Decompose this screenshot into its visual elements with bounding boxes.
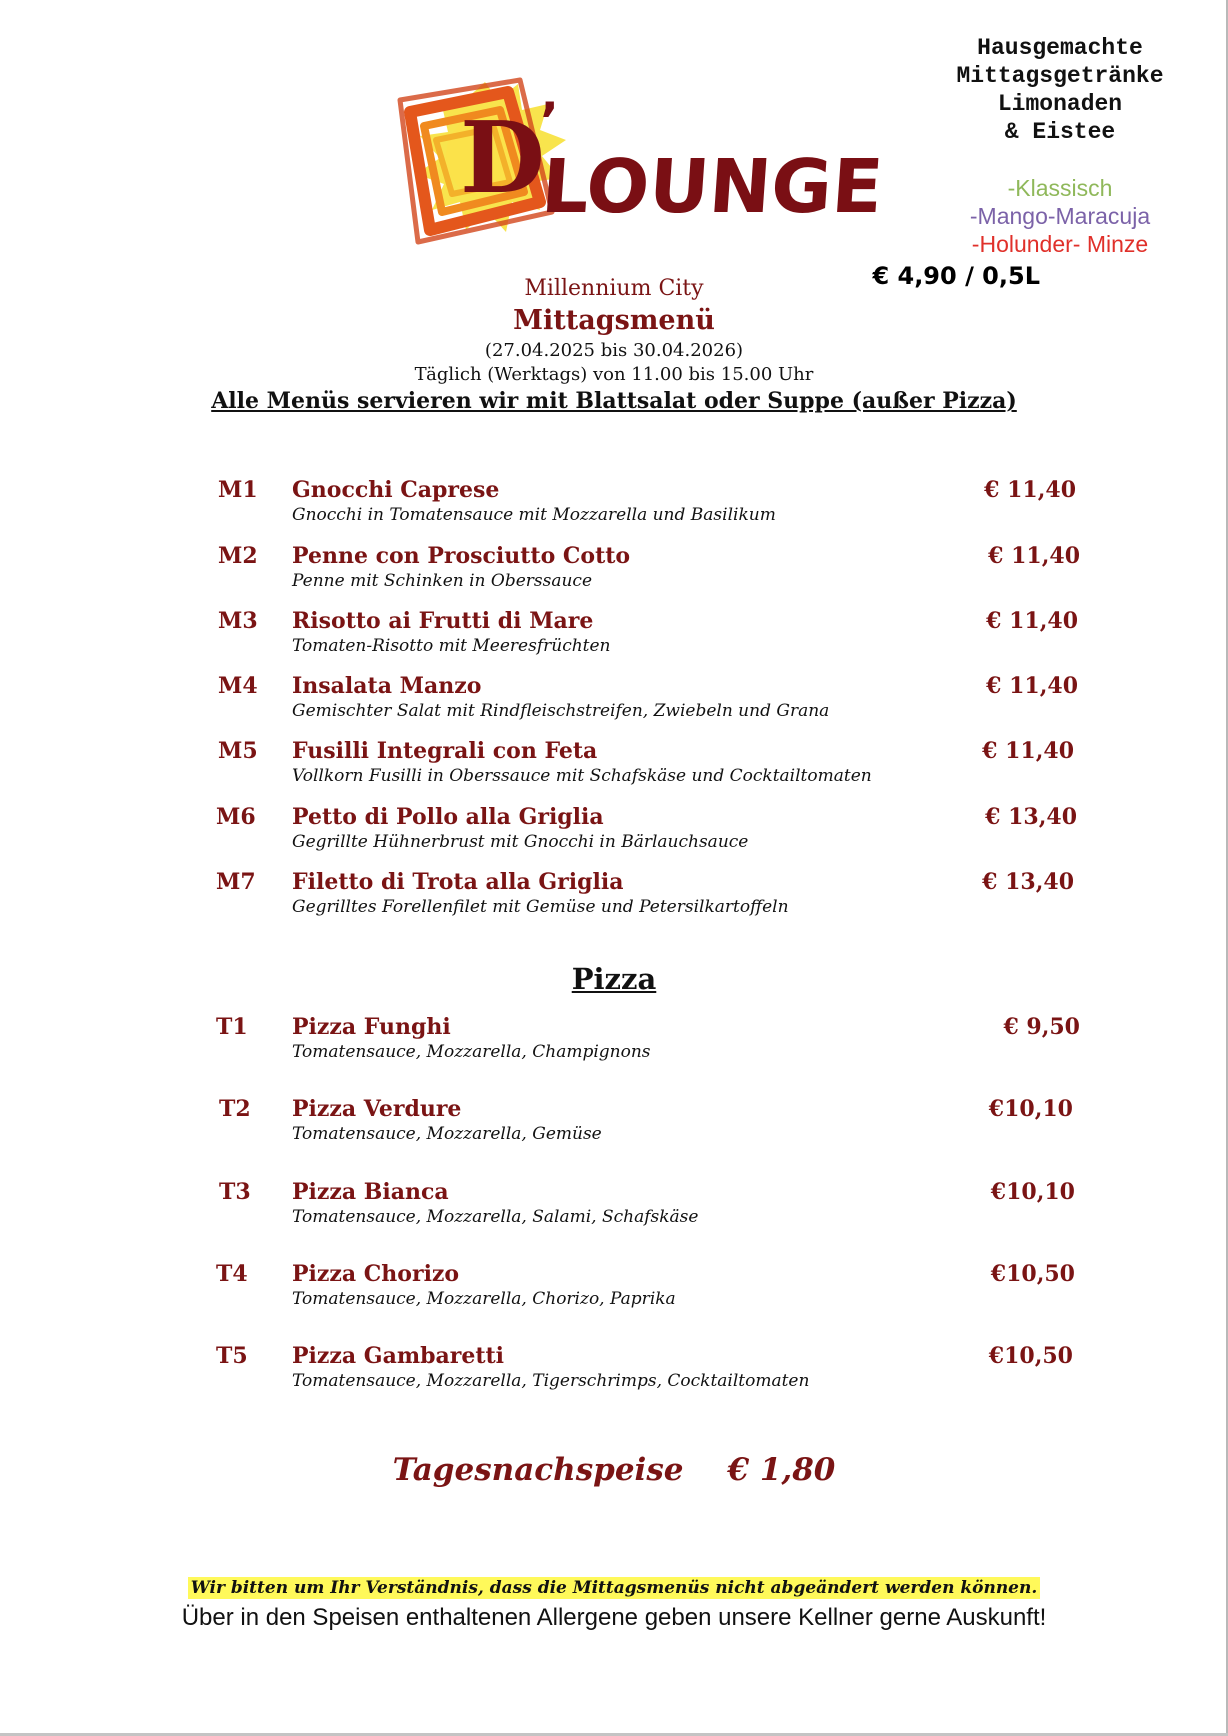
item-name: Fusilli Integrali con Feta	[292, 738, 598, 764]
item-name: Petto di Pollo alla Griglia	[292, 804, 604, 830]
pizza-item	[0, 1260, 1228, 1320]
item-name: Risotto ai Frutti di Mare	[292, 608, 594, 634]
menu-item	[0, 542, 1228, 602]
item-price: € 11,40	[986, 673, 1078, 699]
svg-text:D: D	[460, 101, 545, 216]
menu-item	[0, 476, 1228, 536]
dessert-label: Tagesnachspeise	[392, 1452, 684, 1488]
item-price: € 11,40	[986, 608, 1078, 634]
drinks-line: Limonaden	[997, 91, 1123, 117]
item-price: € 13,40	[982, 869, 1074, 895]
item-code: M3	[218, 608, 258, 634]
item-code: M7	[216, 869, 256, 895]
item-desc: Tomaten-Risotto mit Meeresfrüchten	[292, 636, 611, 656]
item-price: € 11,40	[984, 477, 1076, 503]
item-code: T4	[216, 1261, 248, 1287]
location: Millennium City	[524, 276, 704, 301]
dlounge-logo	[390, 70, 886, 270]
dessert-line	[0, 1452, 1228, 1488]
drinks-line: & Eistee	[1004, 119, 1116, 145]
drinks-box	[872, 34, 1190, 290]
item-price: € 11,40	[988, 543, 1080, 569]
drinks-line: Hausgemachte	[977, 35, 1143, 61]
pizza-item	[0, 1013, 1228, 1073]
flavor-elder-mint: -Holunder- Minze	[971, 231, 1149, 257]
menu-item	[0, 803, 1228, 863]
item-desc: Tomatensauce, Mozzarella, Gemüse	[292, 1124, 602, 1144]
pizza-item	[0, 1095, 1228, 1155]
pizza-item	[0, 1178, 1228, 1238]
item-code: T2	[219, 1096, 251, 1122]
drinks-price: € 4,90 / 0,5L	[872, 262, 1040, 290]
svg-text:LOUNGE: LOUNGE	[538, 144, 886, 230]
item-price: €10,10	[990, 1179, 1075, 1205]
item-desc: Gegrillte Hühnerbrust mit Gnocchi in Bärlauchsauce	[292, 832, 749, 852]
item-desc: Penne mit Schinken in Oberssauce	[292, 571, 593, 591]
dessert-price: € 1,80	[727, 1452, 836, 1488]
drinks-line: Mittagsgetränke	[956, 63, 1164, 89]
item-desc: Tomatensauce, Mozzarella, Champignons	[292, 1042, 651, 1062]
svg-text:’: ’	[540, 92, 559, 150]
menu-item	[0, 737, 1228, 797]
item-code: T1	[216, 1014, 248, 1040]
item-desc: Gemischter Salat mit Rindfleischstreifen, Zwiebeln und Grana	[292, 701, 830, 721]
item-code: M5	[218, 738, 258, 764]
flavor-classic: -Klassisch	[1007, 175, 1113, 201]
item-price: € 11,40	[982, 738, 1074, 764]
item-name: Pizza Verdure	[292, 1096, 462, 1122]
menu-item	[0, 868, 1228, 928]
item-name: Pizza Funghi	[292, 1014, 451, 1040]
item-name: Pizza Gambaretti	[292, 1343, 505, 1369]
menu-item	[0, 672, 1228, 732]
item-code: M2	[218, 543, 258, 569]
item-desc: Tomatensauce, Mozzarella, Salami, Schafskäse	[292, 1207, 699, 1227]
page-title: Mittagsmenü	[513, 305, 715, 336]
item-code: T5	[216, 1343, 248, 1369]
item-desc: Tomatensauce, Mozzarella, Tigerschrimps, Cocktailtomaten	[292, 1371, 810, 1391]
item-code: T3	[219, 1179, 251, 1205]
pizza-item	[0, 1342, 1228, 1402]
item-price: €10,50	[990, 1261, 1075, 1287]
item-code: M4	[218, 673, 258, 699]
item-desc: Gegrilltes Forellenfilet mit Gemüse und Petersilkartoffeln	[292, 897, 789, 917]
allergen-note: Über in den Speisen enthaltenen Allergene geben unsere Kellner gerne Auskunft!	[181, 1604, 1047, 1631]
item-name: Pizza Chorizo	[292, 1261, 460, 1287]
item-code: M1	[218, 477, 258, 503]
item-name: Insalata Manzo	[292, 673, 482, 699]
item-price: € 9,50	[1003, 1014, 1080, 1040]
item-name: Pizza Bianca	[292, 1179, 449, 1205]
item-price: €10,50	[988, 1343, 1073, 1369]
menu-item	[0, 607, 1228, 667]
date-range: (27.04.2025 bis 30.04.2026)	[484, 340, 744, 361]
opening-hours: Täglich (Werktags) von 11.00 bis 15.00 Uhr	[414, 364, 814, 385]
flavor-mango: -Mango-Maracuja	[969, 203, 1151, 229]
item-desc: Gnocchi in Tomatensauce mit Mozzarella und Basilikum	[292, 505, 776, 525]
item-desc: Tomatensauce, Mozzarella, Chorizo, Paprika	[292, 1289, 676, 1309]
item-price: €10,10	[988, 1096, 1073, 1122]
salad-soup-notice: Alle Menüs servieren wir mit Blattsalat oder Suppe (außer Pizza)	[211, 388, 1017, 414]
no-changes-note	[0, 1578, 1228, 1598]
item-name: Gnocchi Caprese	[292, 477, 500, 503]
item-code: M6	[216, 804, 256, 830]
item-desc: Vollkorn Fusilli in Oberssauce mit Schafskäse und Cocktailtomaten	[292, 766, 872, 786]
item-price: € 13,40	[985, 804, 1077, 830]
pizza-heading: Pizza	[571, 962, 657, 996]
item-name: Filetto di Trota alla Griglia	[292, 869, 624, 895]
item-name: Penne con Prosciutto Cotto	[292, 543, 631, 569]
no-changes-text: Wir bitten um Ihr Verständnis, dass die Mittagsmenüs nicht abgeändert werden können.	[188, 1577, 1041, 1599]
